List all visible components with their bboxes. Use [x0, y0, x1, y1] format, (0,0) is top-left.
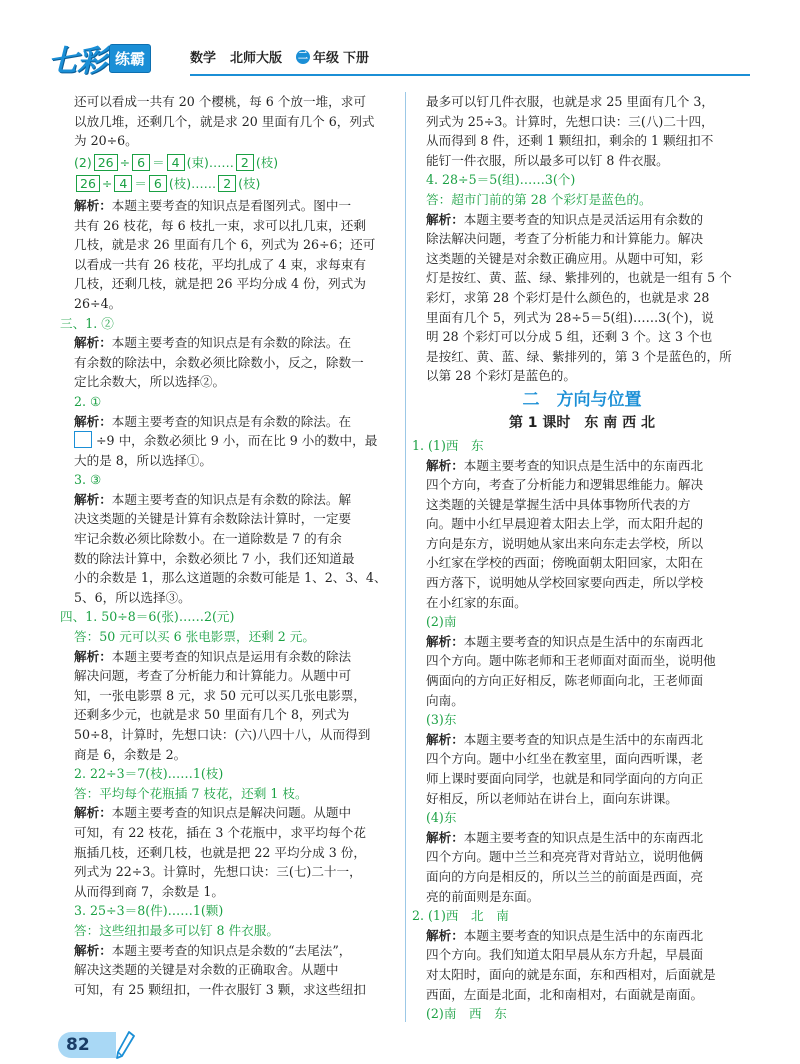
text-line: 能钉一件衣服，所以最多可以钉 8 件衣服。	[426, 152, 669, 168]
answer-line: 2. ①	[74, 393, 102, 409]
answer-line: 答：50 元可以买 6 张电影票，还剩 2 元。	[74, 629, 315, 645]
left-column	[60, 92, 398, 999]
edition-label: 北师大版	[230, 51, 283, 66]
text-line: 俩面向的方向正好相反，陈老师面向北，王老师面	[426, 673, 704, 689]
analysis-line: 解析：本题主要考查的知识点是有余数的除法。在	[74, 335, 352, 351]
text-line: 有余数的除法中，余数必须比除数小，反之，除数一	[74, 354, 364, 370]
answer-line: 四、1. 50÷8＝6(张)……2(元)	[60, 609, 235, 625]
text-line: 在小红家的东面。	[426, 594, 527, 610]
text-line: 瓶插几枝，还剩几枝，也就是把 22 平均分成 3 份，	[74, 844, 366, 860]
answer-line: 答：超市门前的第 28 个彩灯是蓝色的。	[426, 191, 652, 207]
text-line: 大的是 8，所以选择①。	[74, 452, 212, 468]
analysis-line: 解析：本题主要考查的知识点是生活中的东南西北	[426, 829, 704, 845]
page-header	[0, 0, 800, 86]
text-line: 从而得到 8 件，还剩 1 颗纽扣，剩余的 1 颗纽扣不	[426, 133, 714, 149]
series-badge: 练霸	[109, 44, 151, 73]
brand-name: 七彩	[48, 44, 106, 79]
text-line: 可知，有 22 枝花，插在 3 个花瓶中，求平均每个花	[74, 824, 366, 840]
answer-line: 4. 28÷5＝5(组)……3(个)	[426, 172, 576, 188]
text-line: 灯是按红、黄、蓝、绿、紫排列的，也就是一组有 5 个	[426, 270, 732, 286]
analysis-line: 解析：本题主要考查的知识点是有余数的除法。解	[74, 491, 352, 507]
analysis-line: 解析：本题主要考查的知识点是生活中的东南西北	[426, 731, 704, 747]
answer-line: 3. 25÷3＝8(件)……1(颗)	[74, 903, 224, 919]
text-line: 这类题的关键是对余数正确应用。从题中可知，彩	[426, 250, 704, 266]
boxed-equation-1: (2) 26 ÷ 6 ＝ 4 (束)…… 2 (枝)	[74, 154, 279, 170]
text-line: 最多可以钉几件衣服，也就是求 25 里面有几个 3，	[426, 94, 714, 109]
answer-line: (4)东	[426, 810, 457, 826]
text-line: 好相反，所以老师站在讲台上，面向东讲课。	[426, 790, 678, 806]
text-line: 还剩多少元，也就是求 50 里面有几个 8，列式为	[74, 707, 350, 723]
book-info	[190, 47, 383, 66]
text-line: 里面有几个 5，列式为 28÷5＝5(组)……3(个)，说	[426, 309, 714, 325]
text-line: 四个方向。题中兰兰和亮亮背对背站立，说明他俩	[426, 849, 704, 865]
text-line: 共有 26 枝花，每 6 枝扎一束，求可以扎几束，还剩	[74, 217, 366, 233]
answer-line: 答：这些纽扣最多可以钉 8 件衣服。	[74, 922, 279, 938]
analysis-line: 解析：本题主要考查的知识点是灵活运用有余数的	[426, 211, 704, 227]
header-rule	[190, 74, 750, 76]
term-label: 下册	[343, 51, 370, 66]
text-line: 定比余数大，所以选择②。	[74, 374, 226, 390]
subject-label: 数学	[190, 51, 217, 66]
analysis-line: 解析：本题主要考查的知识点是生活中的东南西北	[426, 457, 704, 473]
text-line: 几枝，还剩几枝，就是把 26 平均分成 4 份，列式为	[74, 276, 366, 292]
text-line: 除法解决问题，考查了分析能力和计算能力。解决	[426, 231, 704, 247]
text-line: 几枝，就是求 26 里面有几个 6，列式为 26÷6；还可	[74, 237, 376, 253]
analysis-line: 解析：本题主要考查的知识点是看图列式。图中一	[74, 197, 352, 213]
text-line: 列式为 25÷3。计算时，先想口诀：三(八)二十四，	[426, 113, 714, 129]
text-line: 列式为 22÷3。计算时，先想口诀：三(七)二十一，	[74, 864, 362, 880]
page-number: 82	[58, 1032, 116, 1058]
analysis-line: 解析：本题主要考查的知识点是生活中的东南西北	[426, 633, 704, 649]
text-line: 四个方向，考查了分析能力和逻辑思维能力。解决	[426, 477, 704, 493]
section-title: 二 方向与位置	[522, 389, 642, 410]
text-line: 四个方向。题中陈老师和王老师面对面而坐，说明他	[426, 653, 716, 669]
text-line: 明 28 个彩灯可以分成 5 组，还剩 3 个。这 3 个也	[426, 329, 713, 345]
analysis-line: 解析：本题主要考查的知识点是运用有余数的除法	[74, 648, 352, 664]
grade-label: 二 年级	[298, 50, 340, 66]
column-divider	[405, 92, 406, 1022]
text-line: 数的除法计算中，余数必须比 7 小，我们还知道最	[74, 550, 355, 566]
answer-line: (2)南	[426, 614, 457, 630]
answer-line: (2)南 西 东	[426, 1006, 507, 1022]
text-line: 亮的前面则是东面。	[426, 888, 540, 904]
analysis-line: 解析：本题主要考查的知识点是余数的“去尾法”，	[74, 942, 352, 958]
text-line: 对太阳时，面向的就是东面，东和西相对，后面就是	[426, 966, 716, 982]
answer-line: 三、1. ②	[60, 315, 114, 331]
text-line: 50÷8，计算时，先想口诀：(六)八四十八，从而得到	[74, 727, 371, 742]
text-line: 26÷4。	[74, 295, 122, 311]
answer-line: 3. ③	[74, 472, 102, 488]
text-line: 向南。	[426, 692, 464, 708]
text-line: 西面，左面是北面，北和南相对，右面就是南面。	[426, 986, 704, 1002]
text-line: 四个方向。题中小红坐在教室里，面向西听课，老	[426, 751, 704, 767]
brand-logo	[48, 38, 151, 78]
answer-line: 2. 22÷3＝7(枝)……1(枝)	[74, 766, 224, 782]
text-line: 可知，有 25 颗纽扣，一件衣服钉 3 颗，求这些纽扣	[74, 981, 366, 997]
text-line: 师上课时要面向同学，也就是和同学面向的方向正	[426, 771, 704, 786]
analysis-line: 解析：本题主要考查的知识点是有余数的除法。在	[74, 413, 352, 429]
text-line: 还可以看成一共有 20 个樱桃，每 6 个放一堆，求可	[74, 94, 366, 109]
analysis-line: 解析：本题主要考查的知识点是解决问题。从题中	[74, 805, 352, 821]
grade-number-badge: 二	[298, 50, 309, 62]
answer-line: 1. (1)西 东	[412, 437, 484, 453]
answer-line: 2. (1)西 北 南	[412, 908, 509, 924]
text-line: 以看成一共有 26 枝花，平均扎成了 4 束，求每束有	[74, 256, 366, 272]
text-line: 牢记余数必须比除数小。在一道除数是 7 的有余	[74, 531, 342, 547]
text-line: 彩灯，求第 28 个彩灯是什么颜色的，也就是求 28	[426, 289, 710, 305]
text-line: 解决这类题的关键是对余数的正确取舍。从题中	[74, 962, 339, 978]
text-line: 西方落下，说明她从学校回家要向西走，所以学校	[426, 575, 704, 591]
lesson-title: 第 1 课时 东 南 西 北	[508, 414, 656, 431]
analysis-line: 解析：本题主要考查的知识点是生活中的东南西北	[426, 927, 704, 943]
text-line: 从而得到商 7，余数是 1。	[74, 883, 224, 899]
text-line: 面向的方向是相反的，所以兰兰的前面是西面，亮	[426, 868, 704, 884]
text-line: 决这类题的关键是计算有余数除法计算时，一定要	[74, 511, 352, 527]
text-line: 小红家在学校的西面；傍晚面朝太阳回家，太阳在	[426, 555, 704, 571]
text-line: 知，一张电影票 8 元，求 50 元可以买几张电影票，	[74, 687, 366, 703]
text-line: 是按红、黄、蓝、绿、紫排列的，第 3 个是蓝色的，所	[426, 348, 732, 364]
text-line: 解决问题，考查了分析能力和计算能力。从题中可	[74, 668, 352, 684]
text-line: 以放几堆，还剩几个，就是求 20 里面有几个 6，列式	[74, 113, 375, 129]
right-column	[412, 92, 752, 1024]
text-line: 5、6，所以选择③。	[74, 589, 191, 605]
pencil-icon	[114, 1030, 136, 1060]
text-line: 小的余数是 1，那么这道题的余数可能是 1、2、3、4、	[74, 570, 387, 586]
blank-box	[74, 431, 92, 448]
answer-line: 答：平均每个花瓶插 7 枝花，还剩 1 枝。	[74, 785, 308, 801]
text-line: 这类题的关键是掌握生活中具体事物所代表的方	[426, 496, 691, 512]
text-line: 方向是东方，说明她从家出来向东走去学校，所以	[426, 535, 704, 551]
answer-line: (3)东	[426, 712, 457, 728]
text-line: 向。题中小红早晨迎着太阳去上学，而太阳升起的	[426, 516, 704, 532]
text-line: 为 20÷6。	[74, 133, 138, 149]
boxed-equation-2: 26 ÷ 4 ＝ 6 (枝)…… 2 (枝)	[60, 174, 398, 194]
text-line: 以第 28 个彩灯是蓝色的。	[426, 368, 576, 384]
text-line: ÷9 中，余数必须比 9 小，而在比 9 小的数中，最	[60, 431, 398, 451]
text-line: 商是 6，余数是 2。	[74, 746, 187, 762]
text-line: 四个方向。我们知道太阳早晨从东方升起，早晨面	[426, 947, 704, 963]
